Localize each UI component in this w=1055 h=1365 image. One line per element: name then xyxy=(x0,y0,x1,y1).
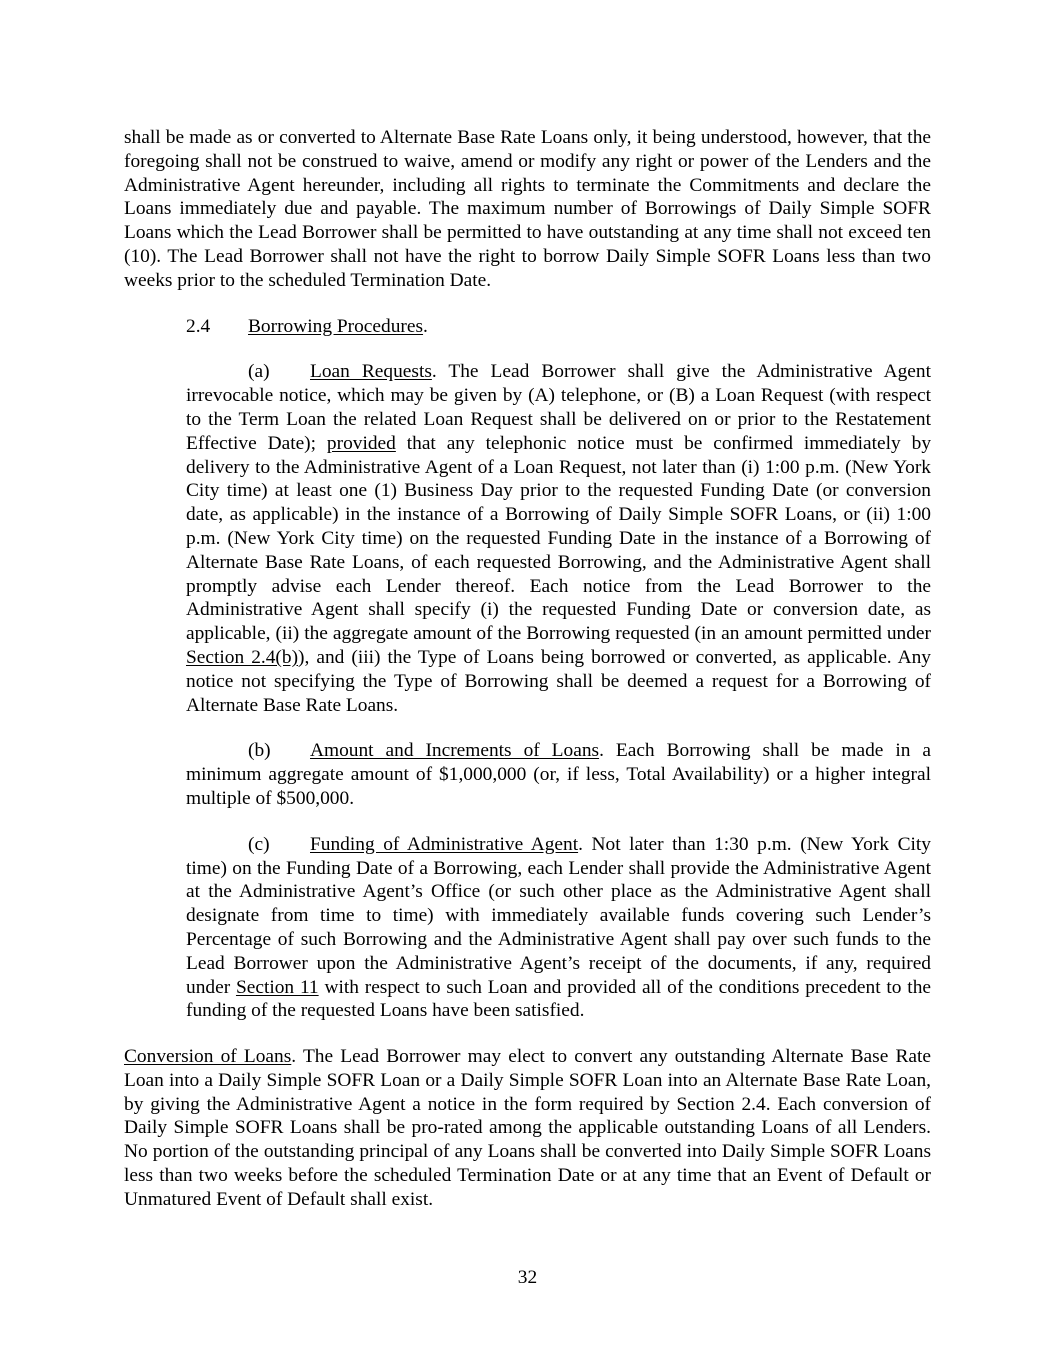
section-11-reference: Section 11 xyxy=(235,976,319,998)
subsection-b-text: . Each Borrowing shall be made in a minimum aggregate amount of $1,000,000 (or, if less, Total Availability) or a higher integral multiple of $500,000. xyxy=(186,740,931,809)
subsection-a xyxy=(186,360,931,717)
subsection-a-title: Loan Requests xyxy=(310,361,432,383)
subsection-b-label: (b) xyxy=(248,740,271,762)
intro-paragraph xyxy=(124,126,931,293)
conversion-paragraph xyxy=(124,1045,931,1212)
subsection-c xyxy=(186,833,931,1023)
subsection-b-title: Amount and Increments of Loans xyxy=(310,740,600,762)
subsection-a-text-3: ), and (iii) the Type of Loans being borrowed or converted, as applicable. Any notice not specifying the Type of Borrowing shall be deemed a request for a Borrowing of Alternate Base Rate Loans. xyxy=(186,646,932,716)
page-number: 32 xyxy=(517,1267,538,1288)
subsection-c-title: Funding of Administrative Agent xyxy=(310,833,579,855)
provided-term: provided xyxy=(326,432,396,454)
section-heading xyxy=(186,315,931,339)
section-title: Borrowing Procedures xyxy=(248,315,424,337)
conversion-text: . The Lead Borrower may elect to convert any outstanding Alternate Base Rate Loan into a Daily Simple SOFR Loan or a Daily Simple SOFR Loan into an Alternate Base Rate Loan, by giving the Administrative Agent a notice in the form required by Section 2.4. Each conversion of Daily Simple SOFR Loans shall be pro-rated among the applicable outstanding Loans of all Lenders. No portion of the outstanding principal of any Loans shall be converted into Daily Simple SOFR Loans less than two weeks before the scheduled Termination Date or at any time that an Event of Default or Unmatured Event of Default shall exist. xyxy=(124,1046,931,1210)
subsection-c-text-2: with respect to such Loan and provided all of the conditions precedent to the funding of the requested Loans have been satisfied. xyxy=(186,976,931,1022)
section-2-4-b-reference: Section 2.4(b) xyxy=(186,646,299,668)
subsection-a-text-1: . The Lead Borrower shall give the Administrative Agent irrevocable notice, which may be given by (A) telephone, or (B) a Loan Request (with respect to the Term Loan the related Loan Request shall be delivered on or prior to the Restatement Effective Date); xyxy=(186,361,931,454)
subsection-a-text-2: that any telephonic notice must be confirmed immediately by delivery to the Administrative Agent of a Loan Request, not later than (i) 1:00 p.m. (New York City time) at least one (1) Business Day prior to the requested Funding Date (or conversion date, as applicable) in the instance of a Borrowing of Daily Simple SOFR Loans, or (ii) 1:00 p.m. (New York City time) on the requested Funding Date in the instance of a Borrowing of Alternate Base Rate Loans, of each requested Borrowing, and the Administrative Agent shall promptly advise each Lender thereof. Each notice from the Lead Borrower to the Administrative Agent shall specify (i) the requested Funding Date or conversion date, as applicable, (ii) the aggregate amount of the Borrowing requested (in an amount permitted under xyxy=(186,432,932,645)
section-title-suffix: . xyxy=(423,315,428,337)
document-page xyxy=(124,126,931,1212)
subsection-c-label: (c) xyxy=(248,833,270,855)
subsection-c-text-1: . Not later than 1:30 p.m. (New York City time) on the Funding Date of a Borrowing, each Lender shall provide the Administrative Agent at the Administrative Agent’s Office (or such other place as the Administrative Agent shall designate from time to time) with immediately available funds covering such Lender’s Percentage of such Borrowing and the Administrative Agent shall pay over such funds to the Lead Borrower upon the Administrative Agent’s receipt of the documents, if any, required under xyxy=(186,833,931,998)
intro-paragraph-text: shall be made as or converted to Alternate Base Rate Loans only, it being understood, however, that the foregoing shall not be construed to waive, amend or modify any right or power of the Lenders and the Administrative Agent hereunder, including all rights to terminate the Commitments and declare the Loans immediately due and payable. The maximum number of Borrowings of Daily Simple SOFR Loans which the Lead Borrower shall be permitted to have outstanding at any time shall not exceed ten (10). The Lead Borrower shall not have the right to borrow Daily Simple SOFR Loans less than two weeks prior to the scheduled Termination Date. xyxy=(124,127,931,291)
subsection-b xyxy=(186,739,931,810)
section-number: 2.4 xyxy=(186,315,211,337)
subsection-a-label: (a) xyxy=(248,361,270,383)
conversion-title: Conversion of Loans xyxy=(124,1046,292,1068)
